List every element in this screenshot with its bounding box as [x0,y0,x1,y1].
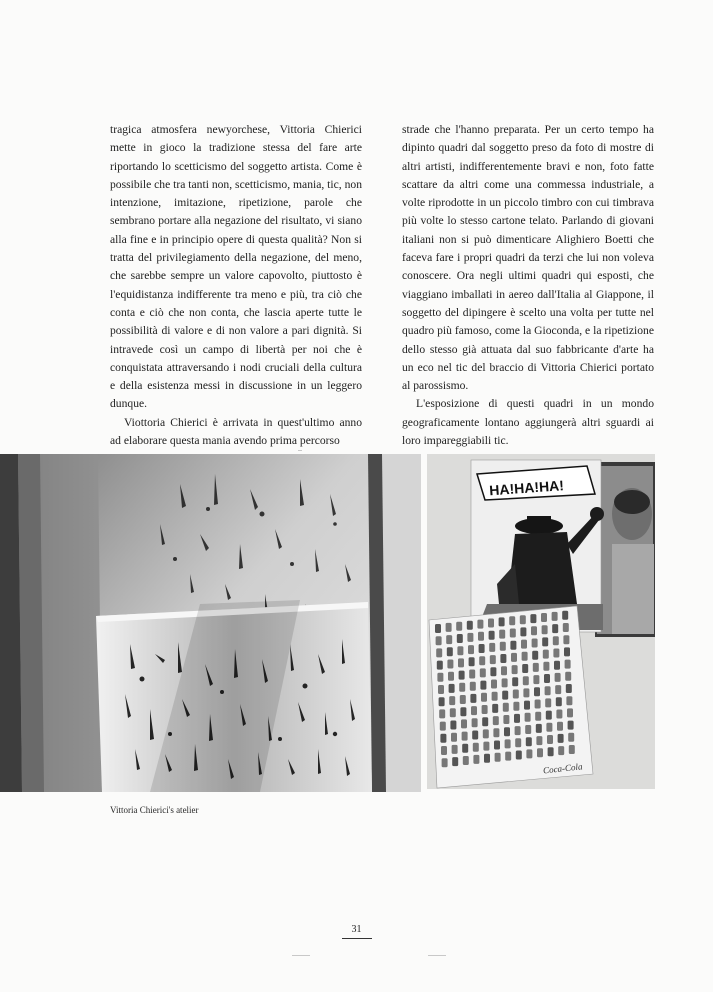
bottle-stamp [569,745,575,754]
bottle-stamp [493,728,499,737]
bottle-stamp [545,686,551,695]
bottle-stamp [536,724,542,733]
paragraph: Viottoria Chierici è arrivata in quest'ultimo anno ad elaborare questa mania avendo prima percorso [110,415,362,448]
bottle-stamp [556,710,562,719]
bottle-stamp [558,734,564,743]
bottle-stamp [535,712,541,721]
bottle-stamp [480,668,486,677]
bottle-stamp [436,636,442,645]
bottle-stamp [500,642,506,651]
bottle-stamp [547,735,553,744]
bottle-stamp [505,739,511,748]
bottle-stamp [565,672,571,681]
bottle-stamp [563,635,569,644]
bottle-stamp [482,717,488,726]
page-number-rule [342,938,372,939]
bottle-stamp [468,645,474,654]
bottle-stamp [470,682,476,691]
bottle-stamp [505,752,511,761]
bottle-stamp [521,640,527,649]
bottle-stamp [479,644,485,653]
bottle-stamp [509,616,515,625]
text-column-right [402,121,654,450]
bottle-stamp [446,635,452,644]
bottle-stamp [491,680,497,689]
bottle-stamp [437,673,443,682]
text-column-left [110,121,362,450]
bottle-stamp [459,671,465,680]
bottle-stamp [489,631,495,640]
bottle-stamp [456,622,462,631]
bottle-stamp [503,703,509,712]
bottle-stamp [514,714,520,723]
bottle-stamp [536,736,542,745]
bottle-brand-text: Coca-Cola [542,761,583,776]
paragraph: strade che l'hanno preparata. Per un certo tempo ha dipinto quadri dal soggetto preso da foto di mostre di altri artisti, indifferentemente bravi e non, foto fatte scattare da altri come una commessa industriale, a volte riprodotte in un piccolo timbro con cui timbrava più volte lo stesso cartone telato. Parlando di giovani italiani non si può dimenticare Alighiero Boetti che faceva fare i propri quadri da terzi che lui non voleva conoscere. Ora negli ultimi quadri qui esposti, che viaggiano imballati in aereo dall'Italia al Giappone, il soggetto del dipingere è scelto una volta per tutte nel quadro più famoso, come la Gioconda, e la ripetizione dello stesso già attuata dal suo fabbricante d'arte ha un eco nel tic del braccio di Vittoria Chierici portato al parossismo. [402,123,654,393]
bottle-stamp [440,734,446,743]
bottle-stamp [488,619,494,628]
bottle-stamp [493,716,499,725]
bottle-stamp [530,614,536,623]
bottle-stamp [437,661,443,670]
bottle-stamp [470,694,476,703]
bottle-stamp [450,708,456,717]
bottle-stamp [441,746,447,755]
bottle-stamp [473,743,479,752]
bottle-stamp [568,733,574,742]
bottle-stamp [459,683,465,692]
bottle-stamp [563,623,569,632]
comic-speech-text: HA!HA!HA! [488,477,565,499]
bottle-stamp [511,653,517,662]
bottle-stamp [543,662,549,671]
bottle-stamp [522,652,528,661]
bottle-stamp [558,746,564,755]
bottle-stamp [568,721,574,730]
bottle-stamp [469,657,475,666]
bottle-stamp [457,634,463,643]
crop-mark [298,450,302,451]
bottle-stamp [502,691,508,700]
bottle-stamp [452,757,458,766]
bottle-stamp [526,749,532,758]
bottle-stamp [522,664,528,673]
bottle-stamp [472,718,478,727]
bottle-stamp [504,727,510,736]
gallery-wall-photo-image [427,454,655,789]
crop-mark [292,955,310,956]
bottle-stamp [472,731,478,740]
bottle-stamp [523,688,529,697]
bottle-stamp [553,649,559,658]
bottle-stamp [553,636,559,645]
bottle-stamp [499,617,505,626]
bottle-stamp [512,665,518,674]
bottle-stamp [520,627,526,636]
bottle-stamp [546,723,552,732]
bottle-stamp [534,687,540,696]
bottle-stamp [500,654,506,663]
bottle-stamp [495,753,501,762]
bottle-stamp [478,632,484,641]
bottle-stamp [462,744,468,753]
bottle-stamp [490,667,496,676]
bottle-stamp [483,729,489,738]
bottle-stamp [448,672,454,681]
paragraph: tragica atmosfera newyorchese, Vittoria Chierici mette in gioco la tradizione stessa del fare arte riportando lo scetticismo del soggetto artista. Come è possibile che tra tanti non, scetticismo, mania, tic, non intenzione, imitazione, ripetizione, parole che sembrano portare alla negazione del risultato, vi siano alla fine e in principio opere di questa qualità? Non si tratta del privilegiamento della negazione, del meno, che sarebbe sempre un valore capovolto, piuttosto è l'equidistanza indifferente tra meno e più, tra ciò che conta e ciò che non conta, che lascia aperte tutte le possibilità di valore e di non valore a pari dignità. Si intravede così un campo di libertà per noi che è conquistata attraversando i nodi cruciali della cultura e della esistenza messi in discussione in un leggero dunque. [110,123,362,411]
bottle-stamp [548,747,554,756]
bottle-stamp [546,711,552,720]
bottle-stamp [515,726,521,735]
bottle-stamp [484,754,490,763]
bottle-stamp [556,697,562,706]
bottle-stamp [526,737,532,746]
bottle-stamp [439,709,445,718]
bottle-stamp [532,651,538,660]
bottle-stamp [439,697,445,706]
atelier-photo [0,454,421,792]
bottle-stamp [564,647,570,656]
bottle-stamp [542,625,548,634]
bottle-stamp [567,708,573,717]
bottle-stamp [436,648,442,657]
bottle-stamp [537,748,543,757]
paragraph: L'esposizione di questi quadri in un mondo geograficamente lontano aggiungerà altri sguardi ai loro impareggiabili tic. [402,397,654,448]
bottle-stamp [446,623,452,632]
bottle-stamp [480,681,486,690]
bottle-stamp [555,673,561,682]
bottle-stamp [565,660,571,669]
bottle-stamp [566,684,572,693]
bottle-stamp [451,733,457,742]
bottle-stamp [442,758,448,767]
bottle-stamp [482,705,488,714]
bottle-stamp [515,738,521,747]
bottle-stamp [533,675,539,684]
bottle-stamp [503,715,509,724]
bottle-stamp [460,695,466,704]
bottle-stamp [554,661,560,670]
bottle-stamp [461,719,467,728]
bottle-stamp [531,626,537,635]
bottle-stamp [467,633,473,642]
bottle-stamp [479,656,485,665]
bottle-stamp [566,696,572,705]
bottle-stamp [452,745,458,754]
bottle-stamp [469,670,475,679]
bottle-stamp [520,615,526,624]
bottle-stamp [438,685,444,694]
bottle-stamp [555,685,561,694]
bottle-stamp [552,624,558,633]
photo-caption: Vittoria Chierici's atelier [110,805,199,815]
bottle-stamp [462,732,468,741]
page-number: 31 [351,924,362,935]
bottle-stamp [460,707,466,716]
bottle-stamp [467,621,473,630]
bottle-stamp [513,702,519,711]
bottle-stamp [473,755,479,764]
bottle-stamp [557,722,563,731]
bottle-stamp [492,704,498,713]
bottle-stamp [512,677,518,686]
bottle-stamp [544,674,550,683]
bottle-stamp [524,701,530,710]
bottle-stamp [533,663,539,672]
bottle-stamp [535,700,541,709]
bottle-stamp [532,639,538,648]
bottle-stamp [541,613,547,622]
bottle-stamp [447,660,453,669]
bottle-stamp [552,612,558,621]
gallery-wall-photo [427,454,655,789]
bottle-stamp [525,713,531,722]
bottle-stamp [542,637,548,646]
bottle-stamp [471,706,477,715]
bottle-stamp [450,721,456,730]
bottle-stamp [510,641,516,650]
bottle-stamp [499,630,505,639]
bottle-stamp [513,690,519,699]
bottle-stamp [449,696,455,705]
bottle-stamp [494,741,500,750]
bottle-stamp [545,698,551,707]
bottle-stamp [477,620,483,629]
bottle-stamp [458,658,464,667]
bottle-stamp [440,722,446,731]
bottle-stamp [501,666,507,675]
bottle-stamp [490,655,496,664]
crop-mark [428,955,446,956]
bottle-stamp [449,684,455,693]
bottle-stamp [516,751,522,760]
bottle-stamp [483,742,489,751]
bottle-stamp [463,756,469,765]
bottle-stamp [481,693,487,702]
bottle-stamp [502,678,508,687]
bottle-stamp [492,692,498,701]
bottle-stamp [525,725,531,734]
atelier-photo-image [0,454,421,792]
bottle-stamp [523,676,529,685]
bottle-stamp [435,624,441,633]
bottle-stamp [562,611,568,620]
bottle-stamp [543,650,549,659]
bottle-stamp [457,646,463,655]
bottle-stamp [447,647,453,656]
bottle-stamp [489,643,495,652]
bottle-stamp [510,629,516,638]
